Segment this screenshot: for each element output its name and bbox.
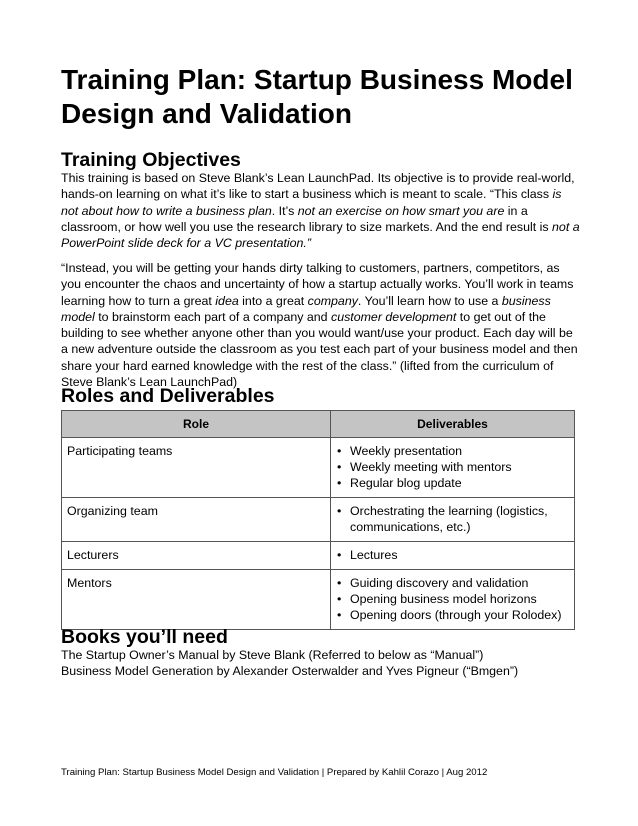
deliverable-item: • Lectures [336, 547, 569, 563]
deliverables-list [336, 443, 569, 491]
italic-text-run: customer development [331, 309, 457, 324]
objectives-paragraph-1 [61, 170, 581, 251]
role-cell: Lecturers [62, 542, 331, 570]
deliverables-list [336, 547, 569, 563]
text-run: in a classroom, or how well you use the research library to size markets. And the end result is [61, 203, 553, 234]
table-row [62, 542, 575, 570]
text-run: to brainstorm each part of a company and [94, 309, 331, 324]
italic-text-run: is not about how to write a business plan [61, 187, 562, 218]
roles-table-header [62, 411, 575, 438]
italic-text-run: not a PowerPoint slide deck for a VC presentation.” [61, 219, 580, 251]
table-row [62, 438, 575, 498]
page-footer: Training Plan: Startup Business Model Design and Validation | Prepared by Kahlil Corazo | Aug 2012 [61, 767, 488, 778]
italic-text-run: not an exercise on how smart you are [297, 203, 505, 218]
deliverable-item: • Guiding discovery and validation [336, 575, 569, 591]
deliverables-cell [331, 498, 575, 542]
deliverables-list [336, 503, 569, 535]
document-title: Training Plan: Startup Business Model Design and Validation [61, 64, 573, 129]
table-row [62, 498, 575, 542]
objectives-paragraph-2 [61, 260, 581, 390]
deliverables-column-header: Deliverables [331, 411, 575, 438]
role-cell: Participating teams [62, 438, 331, 498]
deliverable-item: • Orchestrating the learning (logistics, communications, etc.) [336, 503, 569, 535]
training-objectives-heading: Training Objectives [61, 149, 241, 171]
italic-text-run: business model [61, 293, 551, 324]
role-cell: Organizing team [62, 498, 331, 542]
book-manual: The Startup Owner’s Manual by Steve Blank (Referred to below as “Manual”) [61, 648, 484, 662]
book-bmgen: Business Model Generation by Alexander Osterwalder and Yves Pigneur (“Bmgen”) [61, 664, 519, 679]
deliverables-cell [331, 542, 575, 570]
role-cell: Mentors [62, 570, 331, 630]
text-run: into a great [238, 293, 308, 308]
text-run: to get out of the building to see whether anyone other than you would want/use your product. Each day will be a new adventure outside the classroom as you test each part of your business model and then share your hard earned knowledge with the rest of the class.” (lifted from the curriculum of Steve Blank’s Lean LaunchPad) [61, 309, 578, 390]
text-run: . You’ll learn how to use a [357, 293, 502, 308]
text-run: . It’s [271, 203, 298, 218]
text-run: “Instead, you will be getting your hands dirty talking to customers, partners, competitors, as you encounter the chaos and uncertainty of how a startup actually works. You’ll work in teams learning how to turn a great [61, 261, 574, 308]
deliverable-item: • Opening business model horizons [336, 591, 569, 607]
deliverables-cell [331, 438, 575, 498]
italic-text-run: company [307, 293, 358, 308]
text-run: This training is based on Steve Blank’s Lean LaunchPad. Its objective is to provide real-world, hands-on learning on what it’s like to start a business which is meant to scale. “This class [61, 171, 575, 202]
deliverable-item: • Regular blog update [336, 475, 569, 491]
table-row [62, 570, 575, 630]
books-heading: Books you’ll need [61, 626, 228, 648]
roles-table [61, 410, 575, 630]
roles-heading: Roles and Deliverables [61, 385, 275, 407]
deliverable-item: • Weekly meeting with mentors [336, 459, 569, 475]
italic-text-run: idea [215, 293, 239, 308]
roles-table-body [62, 438, 575, 630]
deliverables-list [336, 575, 569, 623]
deliverable-item: • Opening doors (through your Rolodex) [336, 607, 569, 623]
role-column-header: Role [62, 411, 331, 438]
deliverable-item: • Weekly presentation [336, 443, 569, 459]
deliverables-cell [331, 570, 575, 630]
books-list [61, 647, 581, 680]
